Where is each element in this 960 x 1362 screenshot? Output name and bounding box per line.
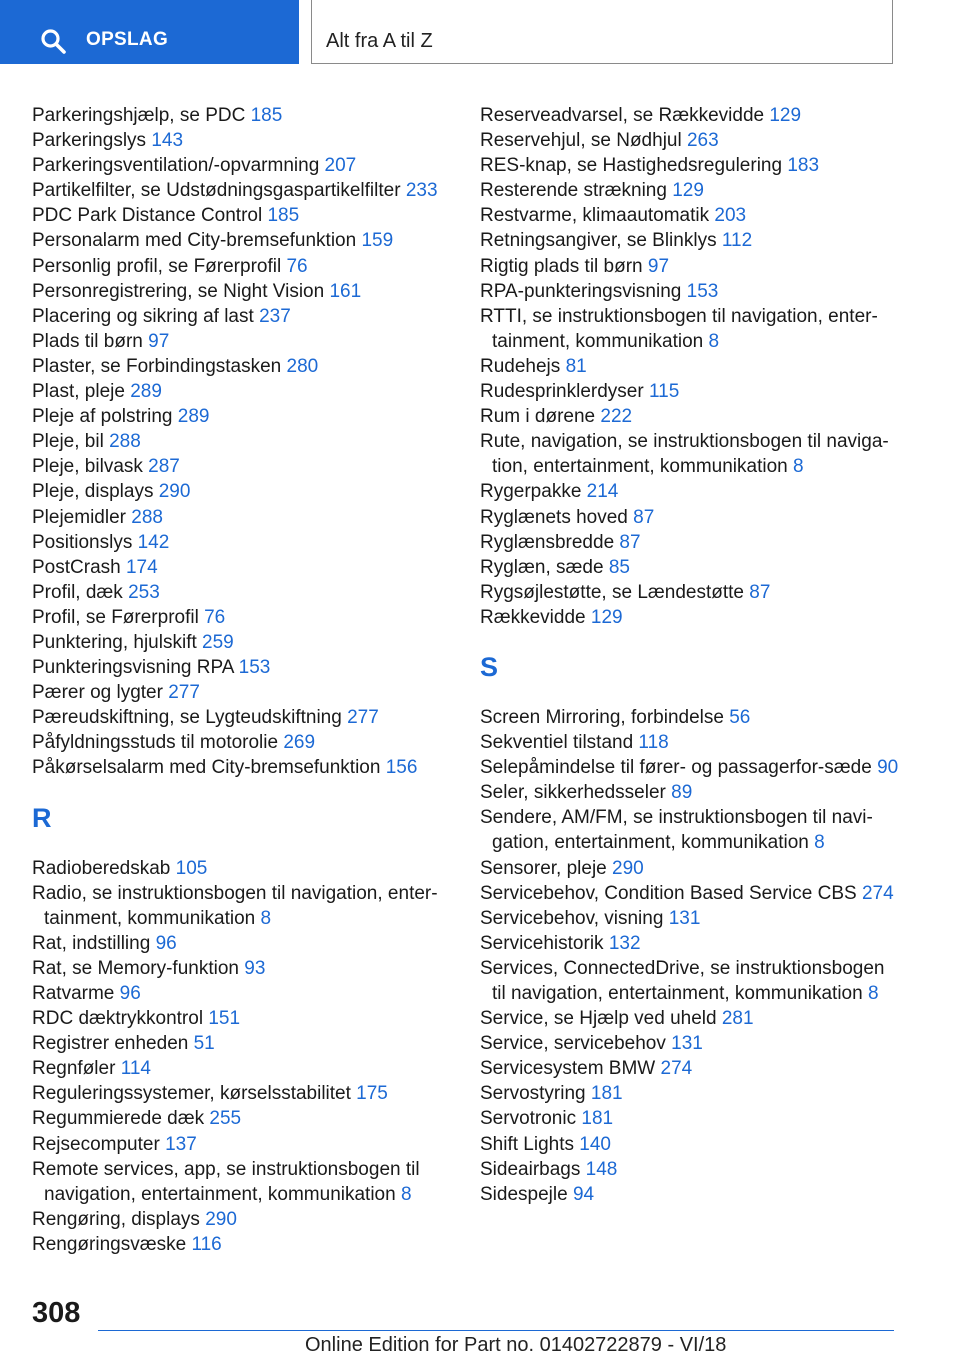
page-link[interactable]: 277 (347, 707, 379, 729)
index-entry-text: Radioberedskab (32, 857, 176, 879)
index-entry (480, 956, 900, 1006)
index-entry (480, 1157, 900, 1182)
index-entry (32, 329, 447, 354)
index-entry (480, 1106, 900, 1131)
edition-info: Online Edition for Part no. 01402722879 - VI/18 (305, 1334, 727, 1356)
index-entry (32, 730, 447, 755)
page-link[interactable]: 87 (619, 531, 641, 553)
index-entry (32, 956, 447, 981)
page-link[interactable]: 174 (125, 556, 158, 578)
index-entry-text: Punkteringsvisning RPA (32, 657, 239, 679)
index-entry-text: Rudesprinklerdyser (480, 381, 649, 403)
index-entry (32, 103, 447, 128)
index-entry-text: Profil, se Førerprofil (32, 606, 205, 628)
index-entry-text: Servicehistorik (480, 932, 609, 954)
search-tab[interactable] (0, 0, 299, 64)
index-entry-text: Ryglænsbredde (480, 531, 620, 553)
index-entry (32, 881, 447, 931)
index-entry-text: Pleje, bilvask (32, 456, 149, 478)
index-entry (480, 103, 900, 128)
index-entry (480, 605, 900, 630)
page-link[interactable]: 214 (586, 481, 619, 503)
index-entry-text: Parkeringsventilation/-opvarmning (32, 155, 325, 177)
index-entry-text: Rengøring, displays (32, 1208, 206, 1230)
index-entry-text: Sekventiel tilstand (480, 732, 639, 754)
page-link[interactable]: 8 (867, 983, 879, 1004)
page-link[interactable]: 97 (148, 330, 170, 352)
index-entry (32, 1207, 447, 1232)
page-link[interactable]: 129 (590, 606, 623, 628)
index-entry (480, 530, 900, 555)
index-entry (32, 630, 447, 655)
page-link[interactable]: 132 (608, 932, 641, 954)
index-entry-text: Seler, sikkerhedsseler (480, 782, 672, 804)
index-entry (32, 404, 447, 429)
index-entry (32, 931, 447, 956)
page-link[interactable]: 288 (131, 506, 163, 528)
index-entry (32, 680, 447, 705)
index-entry (32, 1031, 447, 1056)
page-link[interactable]: 148 (585, 1158, 618, 1180)
page-link[interactable]: 151 (208, 1008, 241, 1030)
index-entry (32, 479, 447, 504)
index-entry-text: Servicebehov, Condition Based Service CBS (480, 882, 862, 904)
index-entry (480, 780, 900, 805)
index-entry (32, 304, 447, 329)
index-entry-text: Sendere, AM/FM, se instruktionsbogen til navi-gation, entertainment, kommunikation (480, 807, 873, 854)
page-link[interactable]: 51 (193, 1033, 215, 1055)
page-link[interactable]: 116 (191, 1233, 222, 1255)
page-link[interactable]: 181 (590, 1083, 623, 1105)
index-entry-text: Placering og sikring af last (32, 305, 260, 327)
index-entry-text: Service, servicebehov (480, 1033, 672, 1055)
page-link[interactable]: 8 (708, 330, 720, 352)
page-link[interactable]: 89 (671, 782, 693, 804)
index-entry-text: Plejemidler (32, 506, 132, 528)
page-link[interactable]: 8 (400, 1183, 412, 1205)
index-entry-text: Services, ConnectedDrive, se instruktionsbogen til navigation, entertainment, kommunikation (480, 957, 885, 1004)
section-tab (311, 0, 893, 64)
index-entry-text: Servicebehov, visning (480, 907, 669, 929)
index-entry (32, 454, 447, 479)
index-entry (32, 203, 447, 228)
page-link[interactable]: 161 (329, 280, 362, 302)
index-entry-text: Rudehejs (480, 355, 566, 377)
index-entry-text: Positionslys (32, 531, 138, 553)
index-entry (480, 203, 900, 228)
page-link[interactable]: 263 (686, 130, 719, 152)
index-entry (32, 555, 447, 580)
index-entry-text: Sideairbags (480, 1158, 586, 1180)
page-link[interactable]: 207 (324, 155, 357, 177)
page-link[interactable]: 97 (647, 255, 670, 277)
index-entry (480, 429, 900, 479)
index-entry-text: RES-knap, se Hastighedsregulering (480, 155, 788, 177)
index-entry (480, 906, 900, 931)
index-entry (32, 1056, 447, 1081)
index-entry-text: Påkørselsalarm med City-bremsefunktion (32, 757, 386, 779)
page-link[interactable]: 112 (721, 230, 753, 252)
index-entry-text: Reserveadvarsel, se Rækkevidde (480, 105, 770, 126)
page-link[interactable]: 87 (633, 506, 655, 528)
index-entry-text: Service, se Hjælp ved uheld (480, 1008, 722, 1030)
index-entry-text: Resterende strækning (480, 180, 673, 202)
index-entry-text: Plads til børn (32, 330, 149, 352)
index-entry (32, 655, 447, 680)
index-entry (480, 1132, 900, 1157)
page-link[interactable]: 94 (572, 1183, 595, 1205)
page-link[interactable]: 114 (120, 1058, 151, 1080)
index-entry (32, 379, 447, 404)
footer-divider (98, 1330, 894, 1331)
page-link[interactable]: 289 (177, 406, 210, 428)
page-link[interactable]: 181 (581, 1108, 614, 1130)
index-entry (32, 605, 447, 630)
index-entry (480, 304, 900, 354)
index-entry (480, 705, 900, 730)
index-entry (32, 429, 447, 454)
index-entry (32, 1081, 447, 1106)
index-entry-text: Servotronic (480, 1108, 582, 1130)
index-entry-text: Rækkevidde (480, 606, 591, 628)
page-link[interactable]: 222 (600, 406, 633, 428)
index-entry (32, 856, 447, 881)
index-entry (480, 228, 900, 253)
index-entry-text: Retningsangiver, se Blinklys (480, 230, 722, 252)
index-entry (32, 1157, 447, 1207)
index-entry (32, 128, 447, 153)
section-title: Alt fra A til Z (326, 30, 433, 52)
page-link[interactable]: 90 (877, 757, 899, 779)
index-entry-text: Shift Lights (480, 1133, 580, 1155)
index-entry (480, 1056, 900, 1081)
page-link[interactable]: 76 (286, 255, 308, 277)
page-link[interactable]: 140 (579, 1133, 611, 1155)
index-entry-text: Rat, se Memory-funktion (32, 957, 245, 979)
page-link[interactable]: 288 (109, 431, 141, 453)
index-letter-heading: S (480, 651, 499, 682)
page-link[interactable]: 8 (814, 832, 825, 854)
page-link[interactable]: 115 (648, 381, 680, 403)
page-link[interactable]: 96 (119, 983, 141, 1004)
index-entry-text: RTTI, se instruktionsbogen til navigation, enter-tainment, kommunikation (480, 305, 878, 352)
page-link[interactable]: 85 (608, 556, 630, 578)
index-entry (32, 1232, 447, 1257)
index-entry-text: Reguleringssystemer, kørselsstabilitet (32, 1083, 357, 1105)
page-number: 308 (32, 1297, 81, 1329)
index-entry-text: Regnføler (32, 1058, 121, 1080)
page-link[interactable]: 237 (259, 305, 291, 327)
page-header (0, 0, 960, 66)
page-link[interactable]: 183 (787, 155, 820, 177)
index-entry (32, 705, 447, 730)
page-link[interactable]: 233 (405, 180, 438, 202)
page-link[interactable]: 105 (175, 857, 208, 879)
index-entry (480, 254, 900, 279)
index-entry-text: Parkeringslys (32, 130, 152, 152)
index-entry-text: Pleje af polstring (32, 406, 178, 428)
index-entry (480, 279, 900, 304)
index-entry-text: Regummierede dæk (32, 1108, 210, 1130)
index-entry-text: RDC dæktrykkontrol (32, 1008, 209, 1030)
page-link[interactable]: 281 (721, 1008, 754, 1030)
page-link[interactable]: 131 (671, 1033, 703, 1055)
page-link[interactable]: 290 (158, 481, 191, 503)
index-entry-text: Rengøringsvæske (32, 1233, 192, 1255)
index-entry-text: Pæreudskiftning, se Lygteudskiftning (32, 707, 348, 729)
page-link[interactable]: 255 (209, 1108, 242, 1130)
index-entry-text: Sensorer, pleje (480, 857, 613, 879)
index-entry-text: Rejsecomputer (32, 1133, 166, 1155)
index-entry-text: Sidespejle (480, 1183, 573, 1205)
index-entry (32, 1132, 447, 1157)
index-entry (480, 805, 900, 855)
page-link[interactable]: 137 (165, 1133, 197, 1155)
index-entry (480, 730, 900, 755)
page-link[interactable]: 280 (286, 355, 319, 377)
index-entry-text: Rygerpakke (480, 481, 587, 503)
index-entry (32, 530, 447, 555)
page-link[interactable]: 274 (861, 882, 894, 904)
index-entry-text: Servicesystem BMW (480, 1058, 661, 1080)
page-link[interactable]: 129 (769, 105, 802, 126)
index-entry (480, 128, 900, 153)
page-link[interactable]: 143 (151, 130, 184, 152)
page-link[interactable]: 289 (130, 381, 162, 403)
index-entry-text: Ratvarme (32, 983, 120, 1004)
page-link[interactable]: 290 (205, 1208, 237, 1230)
index-entry-text: Pleje, bil (32, 431, 110, 453)
page-link[interactable]: 259 (202, 631, 234, 653)
page-link[interactable]: 76 (204, 606, 226, 628)
page-link[interactable]: 253 (128, 581, 160, 603)
index-entry-text: Profil, dæk (32, 581, 129, 603)
index-entry-text: Parkeringshjælp, se PDC (32, 105, 251, 126)
index-entry-text: Rigtig plads til børn (480, 255, 648, 277)
index-entry (32, 254, 447, 279)
index-entry-text: Remote services, app, se instruktionsbogen til navigation, entertainment, kommunikation (32, 1158, 420, 1205)
index-entry (32, 153, 447, 178)
index-entry (480, 1006, 900, 1031)
index-entry-text: Personalarm med City-bremsefunktion (32, 230, 362, 252)
index-entry (480, 1081, 900, 1106)
index-letter-heading: R (32, 802, 52, 833)
index-entry (480, 1182, 900, 1207)
index-entry (480, 580, 900, 605)
index-entry (480, 881, 900, 906)
page-link[interactable]: 93 (244, 957, 266, 979)
index-entry (480, 379, 900, 404)
page-link[interactable]: 56 (729, 706, 751, 728)
index-entry-text: Servostyring (480, 1083, 591, 1105)
index-entry-text: PDC Park Distance Control (32, 205, 268, 227)
index-entry-text: Selepåmindelse til fører- og passagerfor-sæde (480, 757, 878, 779)
page-link[interactable]: 203 (714, 205, 747, 227)
page-link[interactable]: 153 (238, 657, 271, 679)
search-tab-label: OPSLAG (86, 29, 169, 50)
page-link[interactable]: 277 (168, 682, 200, 704)
index-entry (32, 755, 447, 780)
index-entry (32, 981, 447, 1006)
page-link[interactable]: 290 (612, 857, 644, 879)
index-entry-text: Plast, pleje (32, 381, 131, 403)
index-entry-text: Rum i dørene (480, 406, 601, 428)
index-entry-text: Plaster, se Forbindingstasken (32, 355, 287, 377)
index-entry-text: Personlig profil, se Førerprofil (32, 255, 287, 277)
index-entry-text: Rygsøjlestøtte, se Lændestøtte (480, 581, 750, 603)
index-entry-text: PostCrash (32, 556, 126, 578)
page-link[interactable]: 159 (361, 230, 394, 252)
page-link[interactable]: 156 (385, 757, 418, 779)
page-link[interactable]: 8 (260, 907, 272, 929)
index-entry (32, 1106, 447, 1131)
index-entry-text: Ryglæn, sæde (480, 556, 609, 578)
search-icon (40, 28, 66, 54)
index-entry-text: Påfyldningsstuds til motorolie (32, 732, 284, 754)
index-entry-text: Reservehjul, se Nødhjul (480, 130, 687, 152)
index-entry-text: Pærer og lygter (32, 682, 169, 704)
page-link[interactable]: 118 (638, 732, 669, 754)
index-column-left (32, 103, 447, 1257)
index-column-right (480, 103, 900, 1207)
page-link[interactable]: 129 (672, 180, 704, 202)
index-entry (480, 505, 900, 530)
index-entry-text: Personregistrering, se Night Vision (32, 280, 330, 302)
index-entry (480, 479, 900, 504)
index-entry-text: Ryglænets hoved (480, 506, 634, 528)
page-link[interactable]: 142 (137, 531, 170, 553)
index-entry (480, 856, 900, 881)
index-entry (32, 505, 447, 530)
index-entry (480, 755, 900, 780)
page-link[interactable]: 131 (668, 907, 701, 929)
index-entry (32, 279, 447, 304)
index-entry (480, 931, 900, 956)
index-entry-text: Screen Mirroring, forbindelse (480, 706, 730, 728)
index-entry (480, 1031, 900, 1056)
page-link[interactable]: 153 (686, 280, 719, 302)
index-entry-text: Rute, navigation, se instruktionsbogen til naviga-tion, entertainment, kommunikation (480, 431, 889, 478)
index-entry-text: Radio, se instruktionsbogen til navigation, enter-tainment, kommunikation (32, 882, 438, 929)
page-link[interactable]: 274 (660, 1058, 693, 1080)
index-entry-text: RPA-punkteringsvisning (480, 280, 687, 302)
index-entry-text: Restvarme, klimaautomatik (480, 205, 715, 227)
index-entry (480, 404, 900, 429)
page-link[interactable]: 96 (155, 932, 177, 954)
page-link[interactable]: 185 (267, 205, 300, 227)
index-entry (32, 354, 447, 379)
page-link[interactable]: 269 (283, 732, 316, 754)
index-entry-text: Pleje, displays (32, 481, 159, 503)
page-link[interactable]: 81 (565, 355, 587, 377)
index-entry-text: Rat, indstilling (32, 932, 156, 954)
index-entry (480, 354, 900, 379)
page-link[interactable]: 185 (250, 105, 283, 126)
index-entry (32, 580, 447, 605)
page-link[interactable]: 175 (356, 1083, 388, 1105)
index-entry (32, 1006, 447, 1031)
index-entry (480, 178, 900, 203)
index-entry (32, 228, 447, 253)
page-link[interactable]: 87 (749, 581, 771, 603)
index-entry-text: Partikelfilter, se Udstødningsgaspartikelfilter (32, 180, 406, 202)
page-link[interactable]: 287 (148, 456, 180, 478)
index-entry (480, 555, 900, 580)
index-entry-text: Registrer enheden (32, 1033, 194, 1055)
index-entry (480, 153, 900, 178)
page-link[interactable]: 8 (793, 456, 804, 478)
index-entry (32, 178, 447, 203)
index-entry-text: Punktering, hjulskift (32, 631, 203, 653)
